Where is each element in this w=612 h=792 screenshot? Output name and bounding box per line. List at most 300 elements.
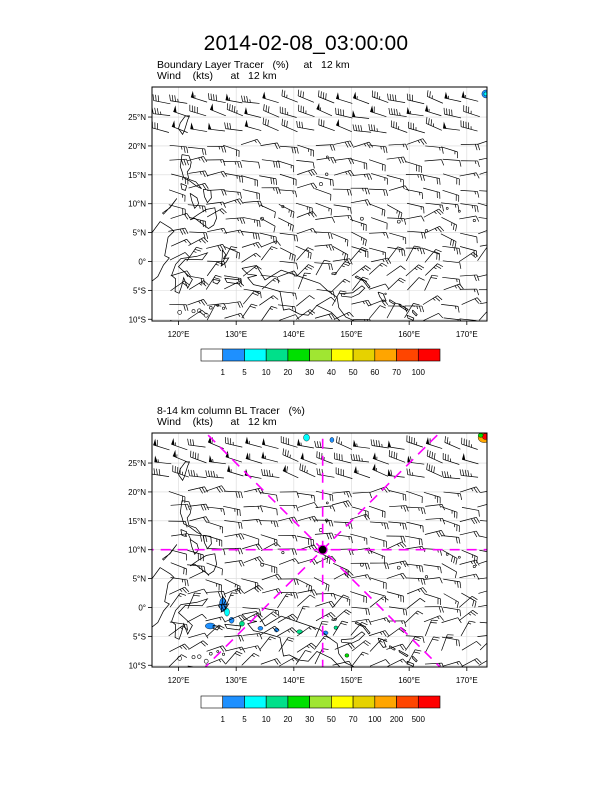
wind-barb-feather	[321, 91, 322, 97]
wind-barb-feather	[295, 535, 297, 541]
wind-barb-half-feather	[158, 459, 159, 462]
wind-barb-feather	[342, 621, 348, 623]
island	[446, 553, 448, 555]
wind-barb-half-feather	[400, 562, 401, 565]
wind-barb-feather	[401, 266, 406, 270]
wind-barb-feather	[239, 561, 242, 567]
wind-barb-half-feather	[361, 237, 362, 240]
wind-barb-pennant	[171, 438, 174, 445]
wind-barb-feather	[366, 266, 371, 270]
wind-barb-feather	[221, 659, 225, 664]
wind-barb-feather	[386, 487, 390, 492]
wind-barb-feather	[367, 319, 369, 325]
wind-barb-half-feather	[216, 264, 219, 265]
wind-barb-feather	[222, 190, 224, 196]
wind-barb-feather	[368, 609, 369, 615]
wind-barb-feather	[267, 470, 268, 476]
wind-barb-feather	[214, 94, 215, 100]
wind-barb-feather	[348, 501, 351, 506]
wind-barb-half-feather	[440, 205, 441, 208]
wind-barb-half-feather	[357, 444, 358, 447]
wind-barb-feather	[474, 275, 476, 281]
wind-barb-half-feather	[358, 251, 361, 252]
wind-barb-feather	[403, 644, 407, 649]
wind-barb-feather	[204, 504, 207, 510]
wind-barb-half-feather	[455, 306, 456, 309]
wind-barb-feather	[463, 470, 464, 476]
wind-barb-feather	[333, 292, 334, 298]
wind-barb-staff	[480, 301, 497, 304]
wind-barb-feather	[391, 470, 392, 476]
wind-barb-feather	[370, 319, 372, 325]
wind-barb-feather	[218, 246, 221, 251]
wind-barb-feather	[456, 537, 457, 543]
wind-barb-feather	[297, 235, 298, 241]
wind-barb-staff	[480, 243, 497, 246]
wind-barb-feather	[240, 510, 241, 516]
wind-barb-feather	[314, 590, 317, 596]
wind-barb-feather	[427, 450, 428, 456]
wind-barb-feather	[223, 160, 225, 166]
wind-barb-half-feather	[271, 521, 272, 524]
wind-barb-feather	[388, 94, 389, 100]
wind-barb-feather	[206, 517, 209, 522]
wind-barb-feather	[159, 469, 160, 475]
wind-barb-feather	[494, 192, 495, 198]
wind-barb-pennant	[261, 452, 264, 459]
wind-barb-half-feather	[255, 558, 257, 560]
wind-barb-pennant	[354, 466, 357, 473]
wind-barb-feather	[277, 509, 278, 515]
wind-barb-feather	[287, 466, 288, 472]
wind-barb-feather	[258, 646, 261, 651]
wind-barb-feather	[268, 120, 269, 126]
wind-barb-feather	[218, 592, 220, 598]
wind-barb-half-feather	[417, 306, 418, 309]
coastline	[413, 310, 418, 316]
bottom-subtitle-line1: 8-14 km column BL Tracer (%)	[157, 405, 305, 417]
wind-barb-half-feather	[160, 112, 161, 115]
wind-barb-staff	[369, 284, 385, 289]
wind-barb-feather	[406, 506, 408, 512]
wind-barb-feather	[455, 242, 456, 248]
lon-label: 120°E	[167, 330, 190, 339]
wind-barb-half-feather	[305, 268, 308, 269]
wind-barb-half-feather	[380, 641, 383, 642]
wind-barb-feather	[495, 220, 496, 226]
wind-barb-half-feather	[274, 242, 276, 244]
wind-barb-feather	[319, 469, 320, 475]
wind-barb-feather	[240, 302, 243, 308]
wind-barb-staff	[478, 228, 494, 234]
wind-barb-staff	[260, 506, 277, 509]
wind-barb-half-feather	[437, 617, 439, 619]
wind-barb-feather	[420, 175, 422, 181]
wind-barb-staff	[369, 592, 385, 597]
wind-barb-feather	[332, 506, 334, 512]
wind-barb-feather	[188, 504, 190, 510]
wind-barb-feather	[487, 247, 493, 249]
wind-barb-half-feather	[418, 140, 420, 143]
wind-barb-half-feather	[221, 509, 222, 512]
island	[192, 656, 195, 659]
wind-barb-feather	[366, 609, 367, 615]
wind-barb-feather	[271, 613, 276, 617]
wind-barb-half-feather	[493, 290, 494, 293]
wind-barb-feather	[458, 205, 459, 211]
lon-label: 140°E	[282, 330, 305, 339]
wind-barb-feather	[495, 577, 498, 583]
wind-barb-feather	[297, 492, 299, 498]
wind-barb-half-feather	[293, 559, 295, 561]
wind-barb-feather	[400, 278, 405, 281]
wind-barb-feather	[393, 94, 394, 100]
wind-barb-feather	[423, 588, 427, 593]
wind-barb-feather	[157, 108, 158, 114]
wind-barb-feather	[419, 278, 425, 281]
wind-barb-half-feather	[361, 269, 364, 271]
tracer-patch	[304, 434, 310, 441]
wind-barb-half-feather	[180, 646, 182, 648]
colorbar-swatch	[397, 349, 419, 361]
wind-barb-feather	[287, 121, 288, 127]
island	[458, 556, 460, 558]
wind-barb-half-feather	[200, 172, 201, 175]
wind-barb-feather	[371, 439, 372, 445]
wind-barb-feather	[385, 284, 389, 289]
wind-barb-feather	[220, 647, 224, 652]
wind-barb-feather	[275, 575, 279, 580]
wind-barb-feather	[437, 178, 438, 184]
wind-barb-feather	[418, 611, 423, 614]
island	[446, 207, 448, 209]
wind-barb-staff	[187, 614, 202, 622]
wind-barb-half-feather	[434, 212, 436, 214]
wind-barb-feather	[402, 250, 403, 256]
wind-barbs	[151, 435, 499, 674]
wind-barb-half-feather	[270, 249, 273, 250]
lon-label: 150°E	[340, 676, 363, 685]
wind-barb-feather	[442, 205, 443, 211]
wind-barb-feather	[266, 105, 267, 111]
wind-barb-feather	[456, 225, 457, 231]
wind-barb-feather	[331, 520, 333, 526]
wind-barb-feather	[224, 146, 226, 152]
lat-label: 20°N	[128, 487, 146, 497]
wind-barb-staff	[353, 492, 370, 493]
wind-barb-half-feather	[199, 301, 201, 304]
wind-barb-half-feather	[181, 146, 182, 149]
wind-barb-feather	[336, 436, 337, 442]
wind-barb-feather	[314, 496, 315, 502]
wind-barb-half-feather	[221, 229, 222, 232]
coastline	[407, 315, 414, 320]
wind-barb-half-feather	[400, 660, 402, 662]
wind-barb-feather	[420, 140, 424, 145]
wind-barb-feather	[295, 559, 299, 564]
wind-barb-feather	[493, 139, 497, 144]
lat-label: 10°N	[128, 199, 146, 209]
wind-barb-feather	[459, 537, 460, 543]
colorbar-swatch	[418, 696, 440, 708]
wind-barb-feather	[235, 653, 241, 656]
island	[222, 307, 224, 309]
wind-barb-feather	[380, 306, 386, 308]
wind-barb-feather	[201, 505, 204, 511]
wind-barb-feather	[356, 125, 357, 131]
colorbar-label: 10	[261, 368, 271, 377]
wind-barb-feather	[421, 216, 424, 222]
wind-barb-feather	[328, 585, 329, 591]
wind-barb-half-feather	[397, 544, 399, 546]
wind-barb-feather	[453, 240, 454, 246]
wind-barb-staff	[462, 641, 477, 650]
wind-barb-feather	[374, 125, 375, 131]
wind-barb-feather	[496, 301, 499, 307]
top-subtitle-line2: Wind (kts) at 12 km	[157, 70, 277, 82]
wind-barb-feather	[311, 184, 314, 189]
wind-barb-feather	[384, 557, 385, 563]
wind-barb-feather	[374, 440, 375, 446]
wind-barb-feather	[345, 142, 348, 147]
wind-barb-half-feather	[344, 492, 345, 495]
wind-barb-feather	[371, 124, 372, 130]
wind-barb-feather	[431, 623, 437, 624]
wind-barb-feather	[386, 233, 388, 239]
colorbar-swatch	[375, 696, 397, 708]
wind-barb-feather	[313, 162, 314, 168]
colorbar-swatch	[288, 696, 310, 708]
wind-barb-half-feather	[213, 459, 214, 462]
wind-barb-feather	[240, 588, 244, 593]
island	[204, 659, 208, 663]
wind-barb-half-feather	[456, 601, 457, 604]
island	[217, 650, 219, 652]
wind-barb-feather	[406, 609, 407, 615]
wind-barb-feather	[421, 508, 423, 514]
wind-barb-half-feather	[326, 245, 327, 248]
wind-barb-feather	[260, 221, 261, 227]
wind-barb-half-feather	[440, 147, 441, 150]
wind-barb-feather	[186, 305, 188, 311]
island	[397, 220, 400, 223]
island	[397, 566, 400, 569]
wind-barb-staff	[480, 490, 497, 493]
wind-barb-half-feather	[455, 204, 456, 207]
wind-barb-half-feather	[217, 474, 218, 477]
wind-barb-feather	[259, 544, 262, 549]
top-subtitle-line1: Boundary Layer Tracer (%) at 12 km	[157, 59, 350, 71]
wind-barb-feather	[303, 92, 304, 98]
wind-barb-feather	[251, 304, 257, 306]
wind-barb-pennant	[210, 103, 213, 110]
wind-barb-feather	[451, 556, 452, 562]
wind-barb-staff	[462, 507, 479, 510]
wind-barb-feather	[344, 253, 345, 259]
wind-barb-half-feather	[238, 314, 240, 317]
wind-barb-feather	[423, 248, 425, 254]
wind-barb-half-feather	[401, 506, 402, 509]
wind-barb-feather	[420, 598, 425, 602]
wind-barb-half-feather	[469, 613, 472, 615]
wind-barb-feather	[404, 621, 406, 627]
wind-barb-feather	[436, 249, 442, 251]
wind-barb-feather	[433, 637, 439, 638]
wind-barb-feather	[347, 259, 350, 265]
wind-barb-feather	[232, 105, 233, 111]
wind-barb-feather	[263, 118, 264, 124]
wind-barb-feather	[413, 303, 419, 305]
wind-barb-feather	[405, 523, 406, 529]
wind-barb-half-feather	[491, 503, 493, 506]
wind-barb-half-feather	[253, 244, 255, 247]
wind-barb-feather	[434, 467, 435, 473]
wind-barb-feather	[493, 657, 498, 661]
wind-barb-pennant	[209, 455, 212, 462]
wind-barb-feather	[363, 277, 369, 279]
wind-barb-feather	[200, 535, 201, 541]
wind-barb-half-feather	[343, 281, 346, 283]
coastline	[152, 568, 174, 628]
wind-barb-feather	[477, 206, 478, 212]
island	[192, 310, 195, 313]
wind-barb-feather	[366, 301, 369, 306]
coastline	[162, 545, 176, 561]
wind-barb-half-feather	[458, 494, 459, 497]
wind-barb-half-feather	[361, 654, 364, 655]
wind-barb-feather	[186, 159, 188, 165]
island	[209, 306, 212, 309]
wind-barb-feather	[329, 245, 331, 251]
wind-barb-feather	[430, 451, 431, 457]
wind-barb-half-feather	[381, 598, 384, 600]
wind-barb-feather	[493, 157, 496, 163]
wind-barb-feather	[257, 139, 261, 144]
wind-barb-feather	[460, 582, 461, 588]
wind-barb-feather	[405, 561, 408, 567]
wind-barb-feather	[202, 149, 203, 155]
wind-barb-pennant	[208, 123, 211, 130]
wind-barb-feather	[271, 247, 277, 249]
wind-barb-feather	[270, 637, 276, 639]
wind-barb-feather	[445, 471, 446, 477]
wind-barb-feather	[496, 290, 498, 296]
wind-barb-feather	[395, 303, 401, 304]
wind-barb-staff	[245, 475, 262, 478]
wind-barb-feather	[308, 311, 313, 315]
colorbar-label: 70	[348, 715, 358, 724]
wind-barb-staff	[245, 443, 261, 447]
wind-barb-feather	[274, 226, 275, 232]
wind-barb-feather	[388, 258, 391, 263]
wind-barb-feather	[363, 239, 364, 245]
wind-barb-feather	[460, 494, 461, 500]
wind-barb-feather	[496, 169, 500, 174]
wind-barb-feather	[419, 566, 420, 572]
wind-barb-staff	[296, 650, 305, 664]
wind-barb-half-feather	[384, 618, 386, 621]
wind-barb-feather	[347, 240, 348, 246]
wind-barb-feather	[290, 253, 291, 259]
wind-barb-feather	[216, 275, 222, 277]
wind-barb-staff	[479, 191, 496, 192]
lat-label: 10°N	[128, 545, 146, 555]
wind-barb-feather	[477, 289, 479, 295]
colorbar-label: 100	[411, 368, 425, 377]
wind-barb-feather	[180, 593, 186, 595]
wind-barb-feather	[275, 212, 276, 218]
wind-barb-feather	[205, 183, 208, 188]
wind-barb-pennant	[388, 440, 391, 447]
wind-barb-feather	[259, 519, 261, 525]
wind-barb-pennant	[352, 110, 355, 117]
wind-barb-half-feather	[400, 523, 401, 526]
wind-barb-feather	[206, 233, 207, 239]
wind-barb-feather	[299, 121, 300, 127]
wind-barb-feather	[494, 301, 497, 307]
wind-barb-feather	[439, 531, 442, 536]
wind-barb-feather	[420, 248, 422, 254]
wind-barb-feather	[345, 279, 350, 282]
wind-barb-pennant	[336, 92, 339, 99]
wind-barb-half-feather	[419, 508, 420, 511]
wind-barb-staff	[478, 604, 495, 607]
wind-barb-feather	[495, 558, 499, 563]
wind-barb-half-feather	[197, 474, 198, 477]
wind-barb-feather	[475, 144, 477, 150]
wind-barb-half-feather	[365, 575, 366, 578]
wind-barb-feather	[365, 641, 370, 645]
wind-barb-feather	[327, 557, 328, 563]
wind-barb-feather	[440, 567, 441, 573]
wind-barb-staff	[480, 169, 496, 174]
wind-barb-feather	[422, 193, 423, 199]
wind-barb-feather	[309, 295, 314, 299]
wind-barb-feather	[368, 575, 371, 581]
wind-barb-feather	[436, 265, 441, 268]
lat-label: 5°S	[133, 286, 146, 296]
wind-barb-staff	[387, 303, 395, 318]
wind-barb-half-feather	[309, 628, 311, 630]
wind-barb-feather	[301, 91, 302, 97]
wind-barb-feather	[254, 653, 260, 656]
storm-center-marker	[318, 545, 327, 554]
wind-barb-feather	[247, 96, 248, 102]
wind-barb-staff	[188, 633, 204, 638]
wind-barb-feather	[382, 209, 383, 215]
wind-barb-feather	[331, 264, 332, 270]
wind-barb-feather	[432, 639, 438, 640]
wind-barb-feather	[496, 553, 497, 559]
wind-barb-feather	[494, 623, 495, 629]
wind-barb-staff	[226, 100, 243, 103]
wind-barb-pennant	[226, 93, 229, 100]
wind-barb-feather	[347, 492, 349, 498]
wind-barb-feather	[241, 548, 243, 554]
wind-barb-feather	[424, 508, 426, 514]
wind-barb-feather	[284, 120, 285, 126]
wind-barb-feather	[343, 264, 349, 266]
island	[282, 551, 284, 553]
wind-barb-pennant	[244, 107, 247, 114]
wind-barb-feather	[187, 239, 191, 244]
wind-barb-feather	[460, 161, 461, 167]
wind-barb-feather	[258, 242, 262, 247]
wind-barb-half-feather	[454, 248, 455, 251]
wind-barb-feather	[181, 655, 187, 658]
coastline	[152, 222, 174, 282]
wind-barb-half-feather	[328, 158, 329, 161]
